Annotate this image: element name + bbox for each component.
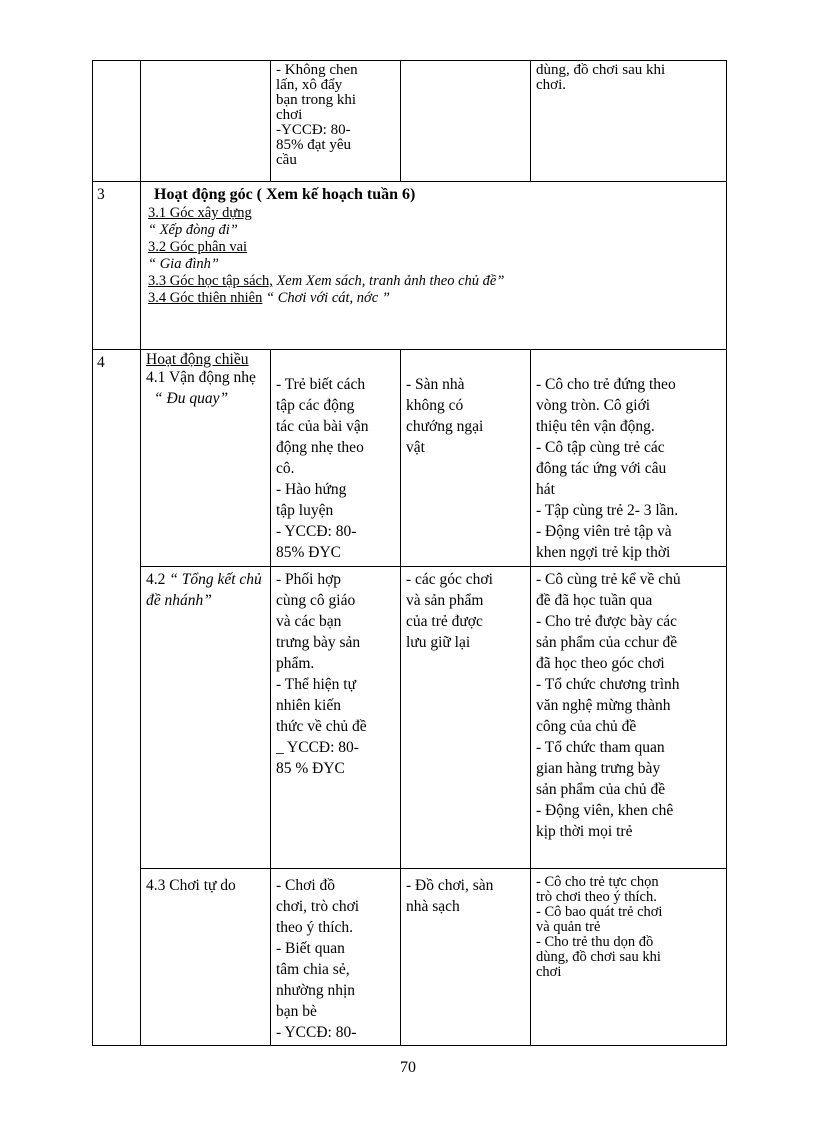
text-line: 85 % ĐYC [276, 760, 345, 777]
lesson-plan-table [92, 60, 727, 1046]
text-line: sản phẩm của chủ đề [536, 781, 666, 798]
cell-activity [141, 350, 271, 567]
table-row-4-1 [93, 350, 727, 567]
cell-prep [401, 567, 531, 869]
text-line: - Cho trẻ được bày các [536, 613, 677, 630]
text-line: tác của bài vận [276, 418, 369, 435]
cell-prep [401, 350, 531, 567]
table-row-4-2 [93, 567, 727, 869]
text-line: thiệu tên vận động. [536, 418, 655, 435]
text-line: - Tập cùng trẻ 2- 3 lần. [536, 502, 679, 519]
text-line: - Cô cùng trẻ kể về chủ [536, 571, 681, 588]
corner-name: 3.2 Góc phân vai [148, 239, 248, 255]
corner-name: 3.1 Góc xây dựng [148, 205, 252, 221]
text-line: chơi [276, 107, 303, 123]
cell-goal [271, 350, 401, 567]
section-title: Hoạt động chiều [146, 351, 249, 368]
text-line: đã học theo góc chơi [536, 655, 665, 672]
corner-item [146, 239, 721, 256]
text-line: bạn trong khi [276, 92, 356, 108]
cell-method [531, 869, 727, 1046]
text-line: trò chơi theo ý thích. [536, 889, 657, 905]
text-line: lấn, xô đẩy [276, 77, 343, 93]
text-line: - Cô cho trẻ tực chọn [536, 874, 659, 890]
text-line: - Tổ chức tham quan [536, 739, 665, 756]
cell-method [531, 567, 727, 869]
corner-detail: Xem Xem sách, tranh ảnh theo chủ đề” [272, 273, 505, 289]
text-line: - Cô cho trẻ đứng theo [536, 376, 676, 393]
activity-title: 4.3 Chơi tự do [146, 877, 236, 894]
table-row-continuation [93, 61, 727, 182]
text-line: không có [406, 397, 464, 414]
text-line: chơi. [536, 77, 567, 93]
cell-activity [141, 567, 271, 869]
text-line: dùng, đồ chơi sau khi [536, 949, 661, 965]
text-line: dùng, đồ chơi sau khi [536, 62, 666, 78]
corner-detail: “ Xếp đòng đi” [148, 222, 238, 238]
text-line: 85% ĐYC [276, 544, 342, 561]
text-line: cùng cô giáo [276, 592, 356, 609]
text-line: _ YCCĐ: 80- [276, 739, 359, 756]
text-line: kịp thời mọi trẻ [536, 823, 633, 840]
corner-section-title: Hoạt động góc ( Xem kế hoạch tuần 6) [154, 186, 416, 203]
cell-goal [271, 869, 401, 1046]
text-line: của trẻ được [406, 613, 483, 630]
text-line: - Sàn nhà [406, 376, 465, 393]
corner-item [146, 290, 721, 307]
cell-goal [271, 61, 401, 182]
text-line: - Trẻ biết cách [276, 376, 366, 393]
text-line: - Chơi đồ [276, 877, 336, 894]
activity-subtitle: “ Tổng kết chủ đề nhánh” [146, 571, 262, 609]
corner-name: 3.3 Góc học tập sách, [148, 273, 273, 289]
text-line: cầu [276, 152, 297, 168]
text-line: công của chủ đề [536, 718, 637, 735]
text-line: sản phẩm của cchur đề [536, 634, 678, 651]
text-line: - Phối hợp [276, 571, 342, 588]
text-line: - Hào hứng [276, 481, 347, 498]
text-line: chơi, trò chơi [276, 898, 360, 915]
text-line: - Biết quan [276, 940, 345, 957]
cell-prep-empty [401, 61, 531, 182]
text-line: - Cô bao quát trẻ chơi [536, 904, 663, 920]
text-line: nhường nhịn [276, 982, 356, 999]
text-line: - Không chen [276, 62, 358, 78]
text-line: chơi [536, 964, 562, 980]
cell-goal [271, 567, 401, 869]
text-line: - Thể hiện tự [276, 676, 356, 693]
text-line: - Cho trẻ thu dọn đồ [536, 934, 654, 950]
text-line: vật [406, 439, 425, 456]
text-line: đề đã học tuần qua [536, 592, 653, 609]
text-line: - Động viên trẻ tập và [536, 523, 672, 540]
cell-method [531, 350, 727, 567]
text-line: nhiên kiến [276, 697, 341, 714]
text-line: hát [536, 481, 555, 498]
text-line: - Động viên, khen chê [536, 802, 674, 819]
text-line: và sản phẩm [406, 592, 484, 609]
text-line: lưu giữ lại [406, 634, 471, 651]
text-line: và quản trẻ [536, 919, 601, 935]
text-line: động nhẹ theo [276, 439, 364, 456]
text-line: - các góc chơi [406, 571, 493, 588]
corner-item [146, 273, 721, 290]
text-line: phẩm. [276, 655, 315, 672]
cell-corner-activities [141, 182, 727, 350]
row-number: 4 [93, 350, 141, 1046]
text-line: tập các động [276, 397, 355, 414]
cell-activity-empty [141, 61, 271, 182]
text-line: trưng bày sản [276, 634, 361, 651]
corner-detail: “ Gia đình” [148, 256, 219, 272]
cell-prep [401, 869, 531, 1046]
text-line: - YCCĐ: 80- [276, 523, 357, 540]
text-line: nhà sạch [406, 898, 460, 915]
activity-title-line [146, 569, 265, 611]
text-line: cô. [276, 460, 295, 477]
corner-item [146, 205, 721, 222]
text-line: và các bạn [276, 613, 342, 630]
text-line: -YCCĐ: 80- [276, 122, 351, 138]
text-line: vòng tròn. Cô giới [536, 397, 651, 414]
text-line: văn nghệ mừng thành [536, 697, 671, 714]
text-line: - Cô tập cùng trẻ các [536, 439, 665, 456]
corner-name: 3.4 Góc thiên nhiên [148, 290, 263, 306]
page-number: 70 [400, 1059, 416, 1076]
row-number: 3 [93, 182, 141, 350]
text-line: - YCCĐ: 80- [276, 1024, 357, 1041]
table-row-3 [93, 182, 727, 350]
text-line: thức về chủ đề [276, 718, 367, 735]
text-line: bạn bè [276, 1003, 317, 1020]
activity-subtitle: “ Đu quay” [154, 390, 229, 407]
text-line: - Tổ chức chương trình [536, 676, 680, 693]
cell-activity [141, 869, 271, 1046]
text-line: 85% đạt yêu [276, 137, 351, 153]
corner-detail: “ Chơi với cát, nớc ” [262, 290, 390, 306]
text-line: khen ngợi trẻ kịp thời [536, 544, 671, 561]
cell-number-empty [93, 61, 141, 182]
activity-title: 4.1 Vận động nhẹ [146, 369, 256, 386]
cell-method [531, 61, 727, 182]
activity-title: 4.2 [146, 571, 166, 588]
text-line: - Đồ chơi, sàn [406, 877, 494, 894]
text-line: theo ý thích. [276, 919, 354, 936]
text-line: tập luyện [276, 502, 334, 519]
table-row-4-3 [93, 869, 727, 1046]
text-line: chướng ngại [406, 418, 484, 435]
text-line: đông tác ứng với câu [536, 460, 667, 477]
text-line: tâm chia sẻ, [276, 961, 350, 978]
text-line: gian hàng trưng bày [536, 760, 661, 777]
